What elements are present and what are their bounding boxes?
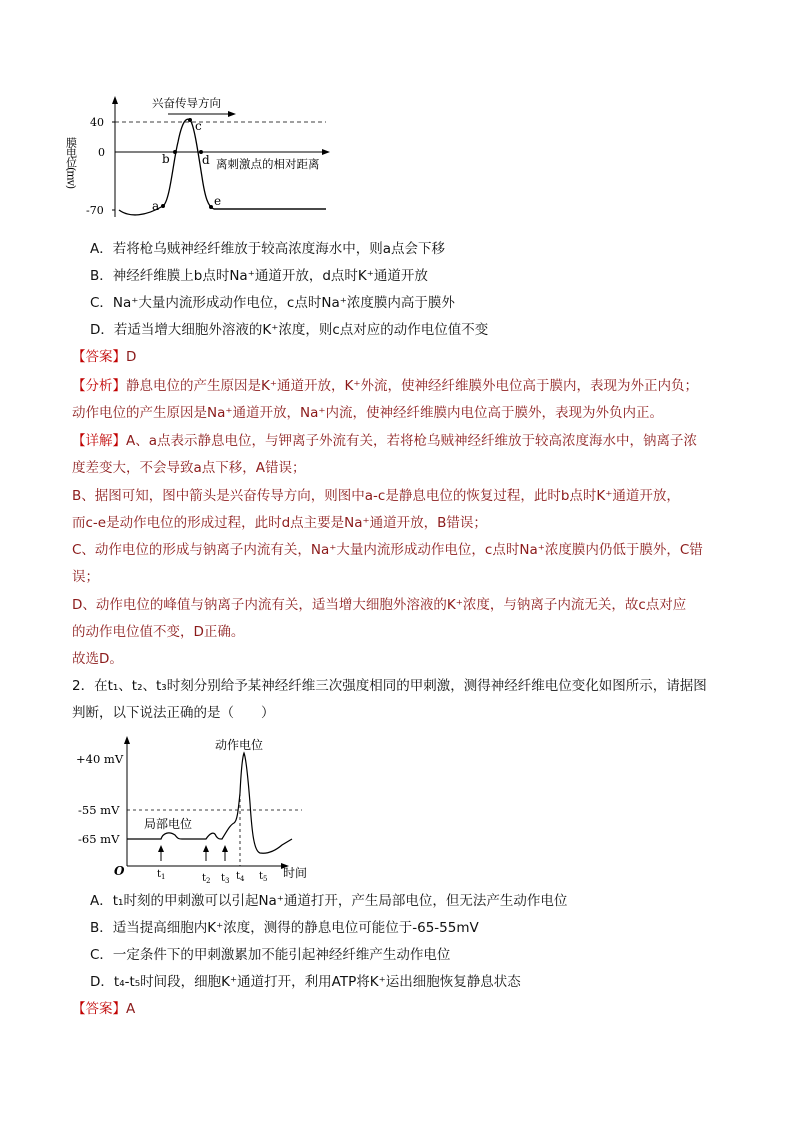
q1-answer xyxy=(72,347,136,367)
q1-analysis-line-2: 动作电位的产生原因是Na⁺通道开放，Na⁺内流，使神经纤维膜内电位高于膜外，表现为外负内正。 xyxy=(72,405,663,421)
label-b: b xyxy=(162,152,170,166)
label-e: e xyxy=(214,194,222,208)
q2-option-c: C．一定条件下的甲刺激累加不能引起神经纤维产生动作电位 xyxy=(90,947,451,963)
q1-detail-line-2: 度差变大，不会导致a点下移，A错误； xyxy=(72,460,306,476)
figure-2-potential-time-graph xyxy=(70,733,315,885)
answer-value: A xyxy=(126,1001,136,1017)
q1-detail-line-4: 而c-e是动作电位的形成过程，此时d点主要是Na⁺通道开放，B错误； xyxy=(72,515,487,531)
potential-curve xyxy=(127,753,292,853)
point-c xyxy=(188,118,192,122)
q1-option-a: A．若将枪乌贼神经纤维放于较高浓度海水中，则a点会下移 xyxy=(90,241,446,257)
y-tick-minus-70: -70 xyxy=(86,204,104,217)
y-axis-arrow-icon xyxy=(112,96,118,104)
q2-option-d: D．t₄-t₅时间段，细胞K⁺通道打开，利用ATP将K⁺运出细胞恢复静息状态 xyxy=(90,974,521,990)
x-axis-arrow-icon xyxy=(322,149,330,155)
y-tick-40: 40 xyxy=(90,116,104,129)
answer-tag: 【答案】 xyxy=(72,349,126,365)
q1-detail-line-5: C、动作电位的形成与钠离子内流有关，Na⁺大量内流形成动作电位，c点时Na⁺浓度膜内仍低于膜外，C错 xyxy=(72,542,703,558)
x-axis-label: 时间 xyxy=(283,866,308,880)
q2-answer xyxy=(72,999,135,1019)
q1-analysis-line-1: 【分析】静息电位的产生原因是K⁺通道开放，K⁺外流，使神经纤维膜外电位高于膜内，表现为外正内负； xyxy=(72,378,698,394)
q1-option-d: D．若适当增大细胞外溶液的K⁺浓度，则c点对应的动作电位值不变 xyxy=(90,322,489,338)
t5-label: $t_5$ xyxy=(259,871,268,883)
point-b xyxy=(173,150,177,154)
q1-conclusion: 故选D。 xyxy=(72,651,123,667)
q1-detail-line-7: D、动作电位的峰值与钠离子内流有关，适当增大细胞外溶液的K⁺浓度，与钠离子内流无关，故c点对应 xyxy=(72,597,687,613)
q1-option-c: C．Na⁺大量内流形成动作电位，c点时Na⁺浓度膜内高于膜外 xyxy=(90,295,455,311)
y-tick-0: 0 xyxy=(98,146,105,159)
x-axis-label: 离刺激点的相对距离 xyxy=(216,157,320,171)
label-c: c xyxy=(195,119,202,133)
y-label-40: +40 mV xyxy=(76,752,124,766)
label-a: a xyxy=(152,199,160,213)
figure-1-action-potential-graph xyxy=(64,92,368,227)
q1-detail-line-8: 的动作电位值不变，D正确。 xyxy=(72,624,245,640)
arrow-label: 兴奋传导方向 xyxy=(152,96,221,110)
stimulus-arrow-t1 xyxy=(158,845,164,861)
y-label-65: -65 mV xyxy=(78,832,120,846)
analysis-tag: 【分析】 xyxy=(72,378,126,394)
answer-value: D xyxy=(126,349,137,365)
origin-label: O xyxy=(114,864,125,878)
answer-tag: 【答案】 xyxy=(72,1001,126,1017)
t4-label: $t_4$ xyxy=(236,871,245,883)
t3-label: $t_3$ xyxy=(221,873,230,885)
y-axis-arrow-icon xyxy=(124,736,130,744)
stimulus-arrow-t3 xyxy=(222,845,228,861)
stimulus-arrow-t2 xyxy=(203,845,209,861)
q2-stem-line-2: 判断，以下说法正确的是（ ） xyxy=(72,705,275,721)
q1-option-b: B．神经纤维膜上b点时Na⁺通道开放，d点时K⁺通道开放 xyxy=(90,268,428,284)
point-a xyxy=(161,204,165,208)
q2-option-a: A．t₁时刻的甲刺激可以引起Na⁺通道打开，产生局部电位，但无法产生动作电位 xyxy=(90,893,568,909)
local-potential-label: 局部电位 xyxy=(144,817,193,831)
y-label-55: -55 mV xyxy=(78,803,120,817)
y-axis-label: 膜电位(mv) xyxy=(64,137,78,189)
t1-label: $t_1$ xyxy=(157,869,166,881)
q1-detail-line-1: 【详解】A、a点表示静息电位，与钾离子外流有关，若将枪乌贼神经纤维放于较高浓度海水中，钠离子浓 xyxy=(72,433,698,449)
q1-detail-line-6: 误； xyxy=(72,569,99,585)
direction-arrow-icon xyxy=(228,111,236,117)
q1-detail-line-3: B、据图可知，图中箭头是兴奋传导方向，则图中a-c是静息电位的恢复过程，此时b点时K⁺通道开放， xyxy=(72,488,680,504)
detail-tag: 【详解】 xyxy=(72,433,126,449)
q2-option-b: B．适当提高细胞内K⁺浓度，测得的静息电位可能位于-65-55mV xyxy=(90,920,479,936)
t2-label: $t_2$ xyxy=(202,873,211,885)
point-e xyxy=(209,205,213,209)
q2-stem-line-1: 2．在t₁、t₂、t₃时刻分别给予某神经纤维三次强度相同的甲刺激，测得神经纤维电位变化如图所示，请据图 xyxy=(72,678,707,694)
figure-title: 动作电位 xyxy=(215,738,264,752)
label-d: d xyxy=(202,153,210,167)
